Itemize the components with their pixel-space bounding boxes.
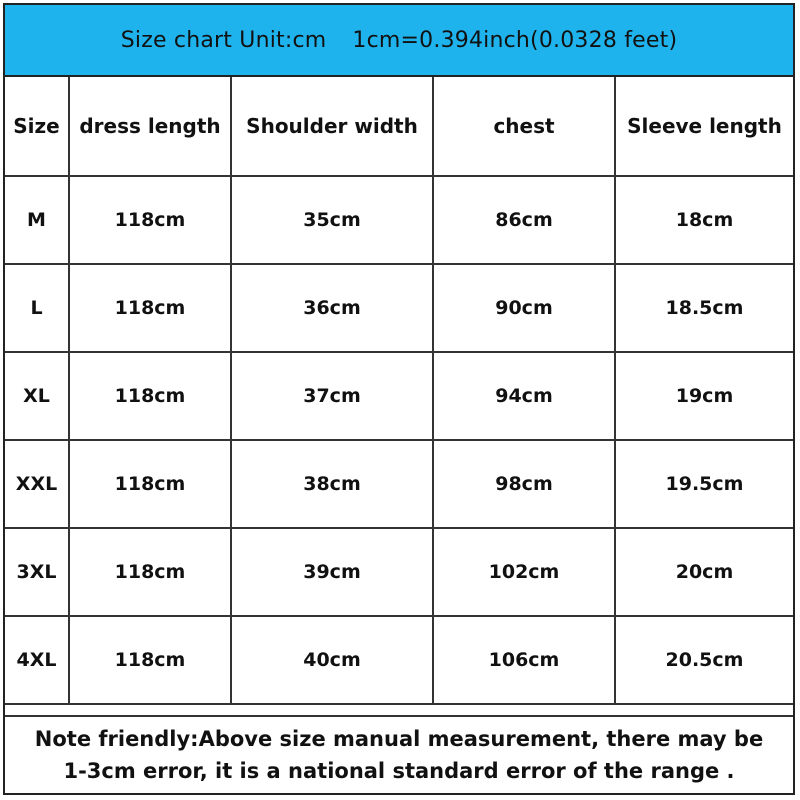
cell-sleeve-length: 20cm bbox=[615, 528, 793, 616]
table-row bbox=[5, 440, 793, 528]
cell-sleeve-length: 19cm bbox=[615, 352, 793, 440]
edge-cursor-mark bbox=[793, 350, 795, 376]
cell-dress-length: 118cm bbox=[69, 176, 231, 264]
cell-chest: 94cm bbox=[433, 352, 615, 440]
cell-chest: 102cm bbox=[433, 528, 615, 616]
table-row bbox=[5, 352, 793, 440]
note-line-2: 1-3cm error, it is a national standard error of the range . bbox=[63, 759, 735, 783]
cell-shoulder-width: 38cm bbox=[231, 440, 433, 528]
chart-title: Size chart Unit:cm bbox=[120, 27, 327, 53]
cell-sleeve-length: 19.5cm bbox=[615, 440, 793, 528]
table-row bbox=[5, 616, 793, 704]
cell-dress-length: 118cm bbox=[69, 264, 231, 352]
cell-size: 3XL bbox=[5, 528, 69, 616]
header-chest: chest bbox=[433, 77, 615, 176]
cell-sleeve-length: 18cm bbox=[615, 176, 793, 264]
cell-sleeve-length: 20.5cm bbox=[615, 616, 793, 704]
cell-dress-length: 118cm bbox=[69, 616, 231, 704]
cell-size: XXL bbox=[5, 440, 69, 528]
size-table bbox=[5, 77, 793, 705]
table-row bbox=[5, 264, 793, 352]
cell-shoulder-width: 40cm bbox=[231, 616, 433, 704]
cell-size: L bbox=[5, 264, 69, 352]
table-row bbox=[5, 176, 793, 264]
cell-chest: 90cm bbox=[433, 264, 615, 352]
chart-title-bar bbox=[5, 5, 793, 77]
header-size: Size bbox=[5, 77, 69, 176]
cell-shoulder-width: 37cm bbox=[231, 352, 433, 440]
cell-size: XL bbox=[5, 352, 69, 440]
cell-dress-length: 118cm bbox=[69, 440, 231, 528]
cell-shoulder-width: 39cm bbox=[231, 528, 433, 616]
header-sleeve-length: Sleeve length bbox=[615, 77, 793, 176]
cell-chest: 98cm bbox=[433, 440, 615, 528]
cell-chest: 106cm bbox=[433, 616, 615, 704]
cell-shoulder-width: 36cm bbox=[231, 264, 433, 352]
cell-dress-length: 118cm bbox=[69, 352, 231, 440]
cell-shoulder-width: 35cm bbox=[231, 176, 433, 264]
cell-chest: 86cm bbox=[433, 176, 615, 264]
size-chart bbox=[3, 3, 795, 795]
unit-conversion: 1cm=0.394inch(0.0328 feet) bbox=[352, 27, 678, 53]
cell-sleeve-length: 18.5cm bbox=[615, 264, 793, 352]
table-row bbox=[5, 528, 793, 616]
header-dress-length: dress length bbox=[69, 77, 231, 176]
cell-size: 4XL bbox=[5, 616, 69, 704]
measurement-note bbox=[5, 715, 793, 793]
table-header-row bbox=[5, 77, 793, 176]
note-line-1: Note friendly:Above size manual measurement, there may be bbox=[34, 727, 764, 751]
header-shoulder-width: Shoulder width bbox=[231, 77, 433, 176]
cell-size: M bbox=[5, 176, 69, 264]
cell-dress-length: 118cm bbox=[69, 528, 231, 616]
